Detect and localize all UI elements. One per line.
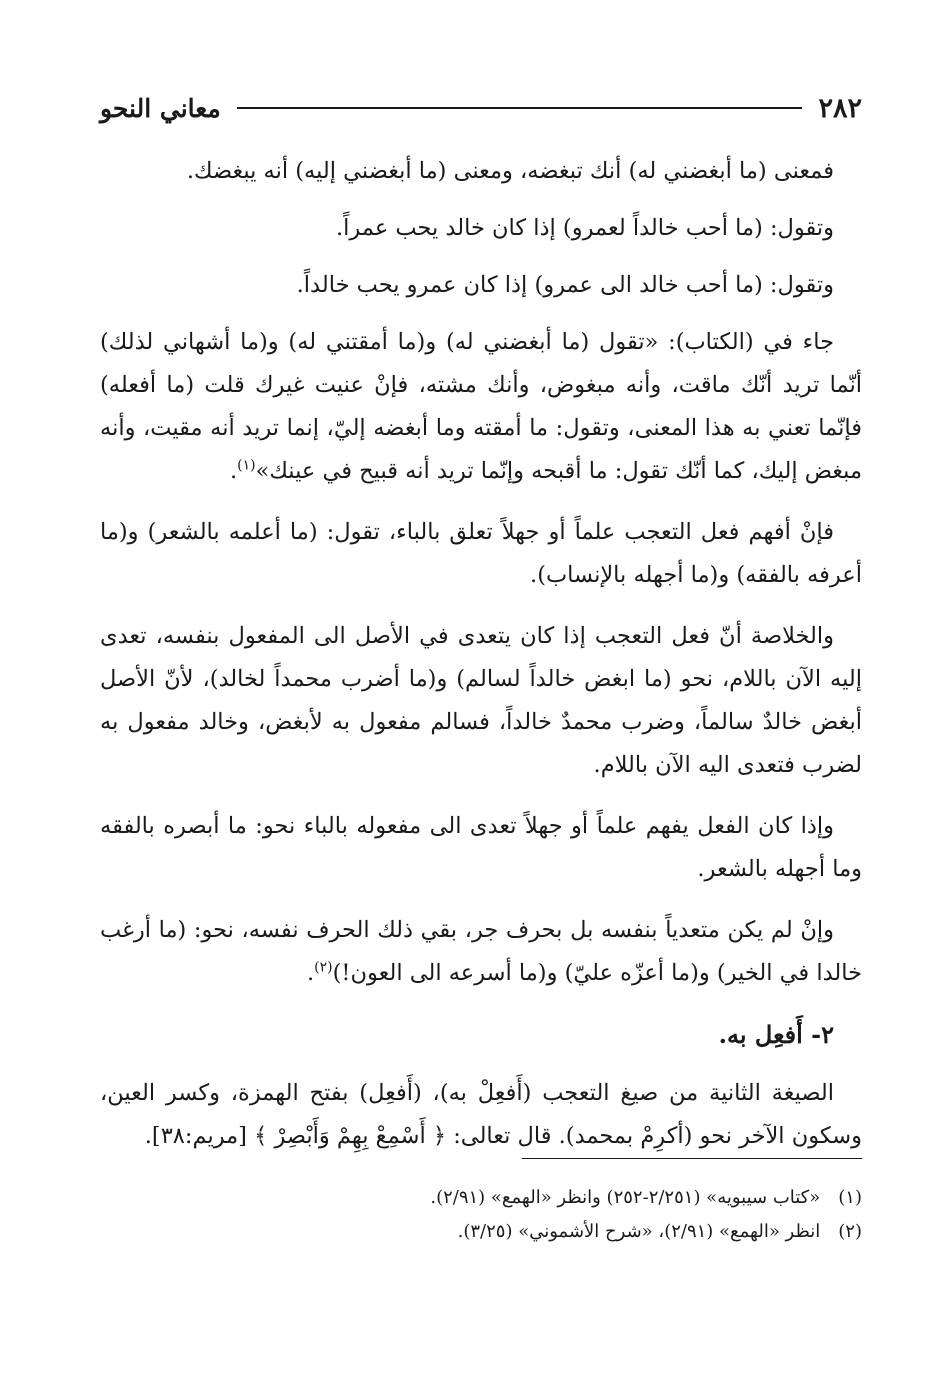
paragraph-text: وإنْ لم يكن متعدياً بنفسه بل بحرف جر، بقي ذلك الحرف نفسه، نحو: (ما أرغب خالدا في الخير) و(ما أعزّه عليّ) و(ما أسرعه الى العون!) [100, 917, 862, 986]
paragraph: فإنْ أفهم فعل التعجب علماً أو جهلاً تعلق بالباء، تقول: (ما أعلمه بالشعر) و(ما أعرفه بالفقه) و(ما أجهله بالإنساب). [100, 519, 862, 588]
page-number: ٢٨٢ [818, 92, 862, 124]
paragraph: وإذا كان الفعل يفهم علماً أو جهلاً تعدى الى مفعوله بالباء نحو: ما أبصره بالفقه وما أجهله بالشعر. [100, 813, 862, 882]
section-heading: ٢- أَفعِل به. [718, 1020, 834, 1049]
running-title: معاني النحو [100, 93, 221, 123]
paragraph: والخلاصة أنّ فعل التعجب إذا كان يتعدى في الأصل الى المفعول بنفسه، تعدى إليه الآن باللام، نحو (ما ابغض خالداً لسالم) و(ما أضرب محمداً لخالد)، لأنّ الأصل أبغض خالدٌ سالماً، وضرب محمدٌ خالداً، فسالم مفعول به لأبغض، وخالد مفعول به لضرب فتعدى اليه الآن باللام. [100, 623, 862, 778]
paragraph: الصيغة الثانية من صيغ التعجب (أَفعِلْ به)، (أَفعِل) بفتح الهمزة، وكسر العين، وسكون الآخر نحو (أكرِمْ بمحمد). قال تعالى: ﴿ أَسْمِعْ بِهِمْ وَأَبْصِرْ ﴾ [مريم:٣٨]. [100, 1080, 862, 1149]
footnote [100, 1215, 862, 1249]
footnote [100, 1181, 862, 1215]
paragraph: وتقول: (ما أحب خالداً لعمرو) إذا كان خالد يحب عمراً. [336, 215, 834, 241]
footnote-ref: (٢) [314, 959, 333, 976]
quote-text: جاء في (الكتاب): «تقول (ما أبغضني له) و(ما أمقتني له) و(ما أشهاني لذلك) أنّما تريد أنّك ماقت، وأنه مبغوض، وأنك مشته، فإنْ عنيت غيرك قلت (ما أفعله) فإنّما تعني به هذا المعنى، وتقول: ما أمقته وما أبغضه إليّ، إنما تريد أنه مقيت، وأنه مبغض إليك، كما أنّك تقول: ما أقبحه وإنّما تريد أنه قبيح في عينك» [100, 329, 862, 484]
paragraph-with-footnote: جاء في (الكتاب): «تقول (ما أبغضني له) و(ما أمقتني له) و(ما أشهاني لذلك) أنّما تريد أنّك ماقت، وأنه مبغوض، وأنك مشته، فإنْ عنيت غيرك قلت (ما أفعله) فإنّما تعني به هذا المعنى، وتقول: ما أمقته وما أبغضه إليّ، إنما تريد أنه مقيت، وأنه مبغض إليك، كما أنّك تقول: ما أقبحه وإنّما تريد أنه قبيح في عينك»$^{(١)}$. [100, 329, 862, 484]
footnote-number: (٢) [838, 1221, 862, 1242]
footnote-text: «كتاب سيبويه» (٢/٢٥١-٢٥٢) وانظر «الهمع» (٢/٩١). [430, 1187, 821, 1208]
paragraph-with-footnote: وإنْ لم يكن متعدياً بنفسه بل بحرف جر، بقي ذلك الحرف نفسه، نحو: (ما أرغب خالدا في الخير) و(ما أعزّه عليّ) و(ما أسرعه الى العون!)$^{(٢)}$. [100, 917, 862, 986]
footnotes [100, 1158, 862, 1249]
page-header [100, 88, 862, 128]
footnote-rule [522, 1158, 862, 1159]
main-text [100, 150, 862, 1176]
footnote-ref: (١) [237, 457, 256, 474]
footnote-number: (١) [838, 1187, 862, 1208]
paragraph: وتقول: (ما أحب خالد الى عمرو) إذا كان عمرو يحب خالداً. [296, 272, 834, 298]
header-rule [237, 107, 803, 109]
footnote-text: انظر «الهمع» (٢/٩١)، «شرح الأشموني» (٣/٢٥). [457, 1221, 821, 1242]
paragraph: فمعنى (ما أبغضني له) أنك تبغضه، ومعنى (ما أبغضني إليه) أنه يبغضك. [186, 158, 834, 184]
